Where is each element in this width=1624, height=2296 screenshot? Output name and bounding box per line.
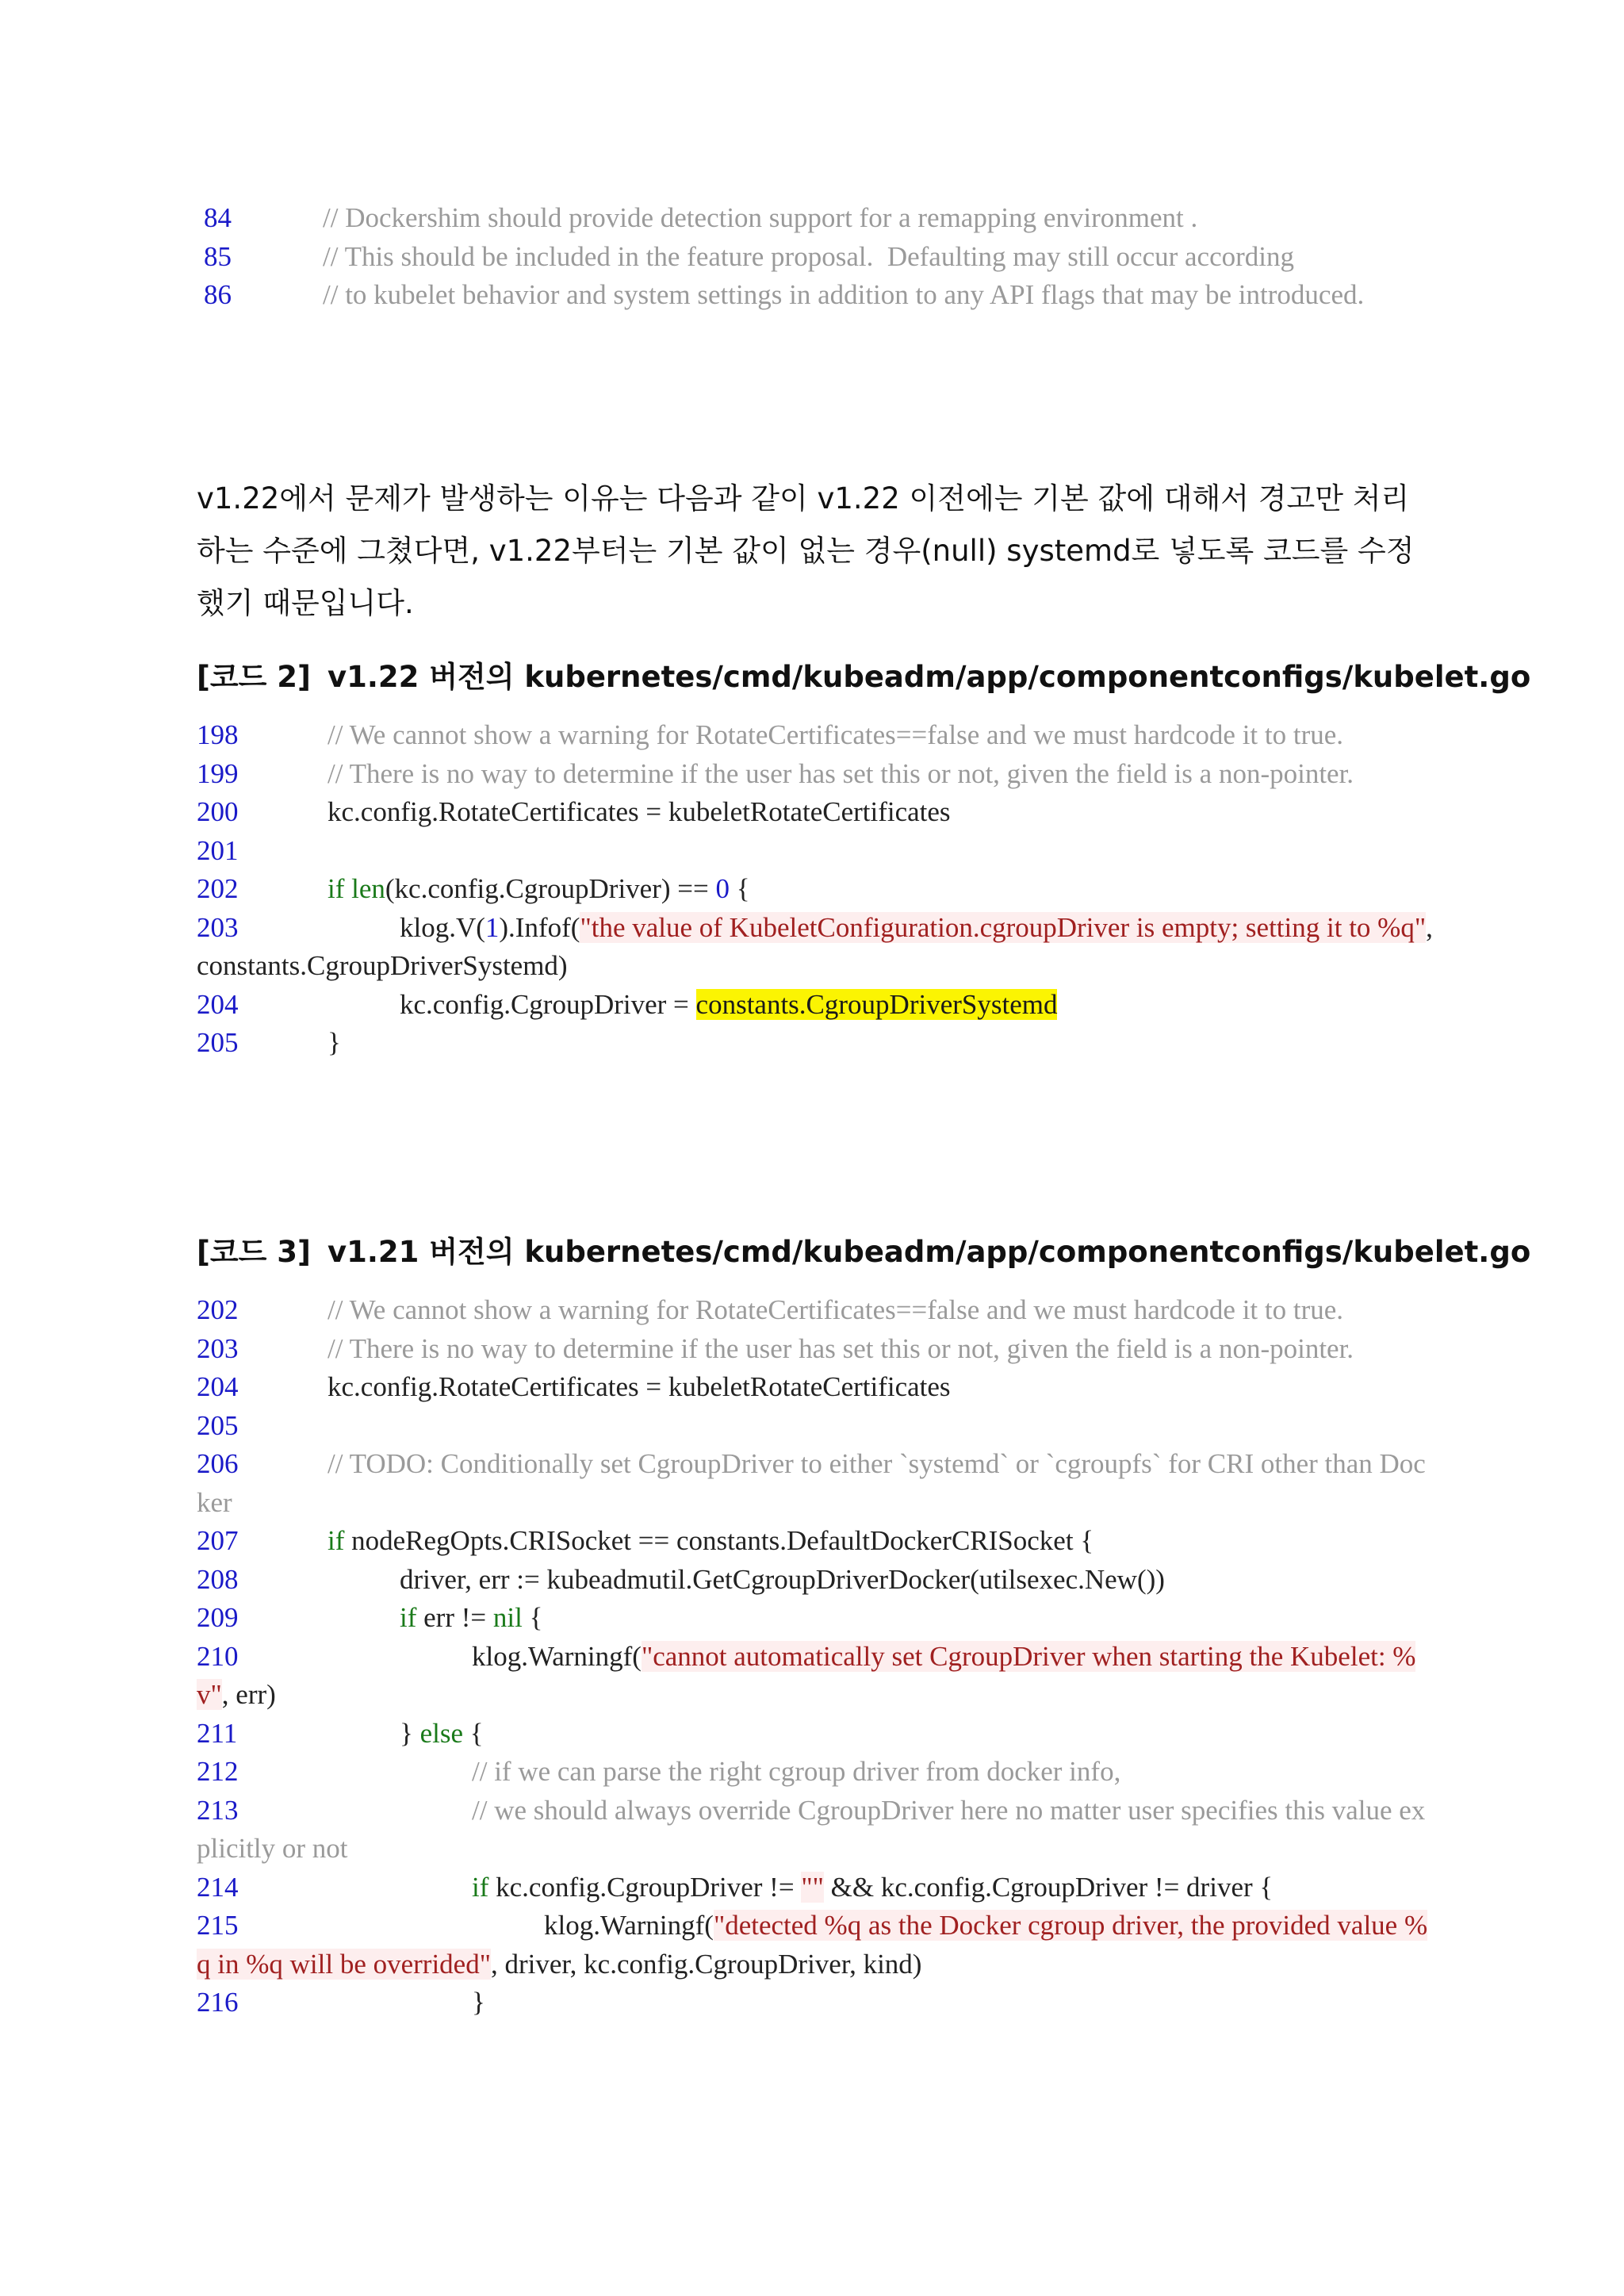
code-text: ).Infof( <box>499 911 580 943</box>
line-number: 207 <box>197 1525 239 1556</box>
code-text: kc.config.RotateCertificates = kubeletRotateCertificates <box>327 796 951 827</box>
code-comment: // we should always override CgroupDriver here no matter user specifies this value explicitly or not <box>197 1794 1426 1864</box>
code-text: kc.config.CgroupDriver != <box>488 1871 802 1903</box>
line-number: 205 <box>197 1027 239 1058</box>
line-number: 198 <box>197 719 239 750</box>
line-number: 210 <box>197 1640 239 1672</box>
code-line <box>197 1368 1434 1407</box>
code-line <box>197 1792 1434 1869</box>
code-keyword: if <box>472 1871 489 1903</box>
line-number: 201 <box>197 834 239 866</box>
line-number: 86 <box>204 279 232 310</box>
code-text: kc.config.CgroupDriver = <box>400 988 696 1020</box>
code-line <box>197 1907 1434 1984</box>
code-line <box>197 1407 1434 1446</box>
explanation-paragraph: v1.22에서 문제가 발생하는 이유는 다음과 같이 v1.22 이전에는 기본 값에 대해서 경고만 처리하는 수준에 그쳤다면, v1.22부터는 기본 값이 없는 경우(null) systemd로 넣도록 코드를 수정했기 때문입니다. <box>197 481 1415 620</box>
code-line <box>197 832 1434 871</box>
line-number: 214 <box>197 1871 239 1903</box>
line-number: 204 <box>197 988 239 1020</box>
line-number: 213 <box>197 1794 239 1826</box>
code-line <box>197 716 1434 755</box>
code-string: "cannot automatically set CgroupDriver when starting the Kubelet: %v" <box>197 1640 1416 1710</box>
code-line <box>197 1715 1434 1754</box>
line-number: 202 <box>197 1294 239 1325</box>
line-number: 206 <box>197 1448 239 1479</box>
line-number: 208 <box>197 1563 239 1595</box>
highlighted-code: constants.CgroupDriverSystemd <box>695 988 1058 1020</box>
code-comment: // This should be included in the feature proposal. Defaulting may still occur according <box>323 240 1294 272</box>
line-number: 211 <box>197 1717 238 1749</box>
code-block-dockershim <box>197 199 1434 315</box>
code-keyword: len <box>351 873 385 904</box>
code-line <box>197 793 1434 832</box>
code-text: err != <box>416 1602 493 1633</box>
code-text: klog.Warningf( <box>544 1910 714 1941</box>
line-number: 205 <box>197 1409 239 1441</box>
code-keyword: if <box>400 1602 417 1633</box>
code-line <box>197 1291 1434 1330</box>
code-text: && kc.config.CgroupDriver != driver { <box>823 1871 1274 1903</box>
code-text: , constants.CgroupDriverSystemd) <box>197 911 1440 981</box>
code-comment: // if we can parse the right cgroup driver from docker info, <box>472 1756 1121 1787</box>
line-number: 203 <box>197 911 239 943</box>
code-text: kc.config.RotateCertificates = kubeletRotateCertificates <box>327 1371 951 1402</box>
code3-title: v1.21 버전의 kubernetes/cmd/kubeadm/app/componentconfigs/kubelet.go <box>327 1235 1531 1269</box>
code-comment: // We cannot show a warning for RotateCertificates==false and we must hardcode it to true. <box>327 719 1344 750</box>
code2-tag: [코드 2] <box>197 660 311 694</box>
code-line <box>197 1561 1434 1600</box>
code-comment: // to kubelet behavior and system settings in addition to any API flags that may be introduced. <box>323 279 1365 310</box>
line-number: 199 <box>197 757 239 789</box>
code-string: "detected %q as the Docker cgroup driver, the provided value %q in %q will be overrided" <box>197 1910 1428 1980</box>
code-line <box>197 870 1434 909</box>
code-text: nodeRegOpts.CRISocket == constants.DefaultDockerCRISocket { <box>344 1525 1094 1556</box>
code-text: } <box>327 1027 341 1058</box>
code-line <box>197 1869 1434 1907</box>
code-number: 1 <box>485 911 500 943</box>
line-number: 85 <box>204 240 232 272</box>
code-line <box>197 1330 1434 1369</box>
code-line <box>197 755 1434 794</box>
code3-tag: [코드 3] <box>197 1235 311 1269</box>
code2-title: v1.22 버전의 kubernetes/cmd/kubeadm/app/componentconfigs/kubelet.go <box>327 660 1531 694</box>
code3-heading <box>197 1228 1531 1271</box>
code-line <box>197 1753 1434 1792</box>
code-keyword: if <box>327 1525 345 1556</box>
code-text: klog.Warningf( <box>472 1640 642 1672</box>
code-text: { <box>522 1602 543 1633</box>
code-line <box>197 1024 1434 1063</box>
code-number: 0 <box>715 873 730 904</box>
line-number: 216 <box>197 1987 239 2018</box>
code-text: { <box>730 873 750 904</box>
code-line <box>197 1599 1434 1638</box>
line-number: 215 <box>197 1910 239 1941</box>
code-line <box>197 909 1440 986</box>
code-block-v122 <box>197 716 1440 1063</box>
code-text: , driver, kc.config.CgroupDriver, kind) <box>491 1948 922 1980</box>
code-text: (kc.config.CgroupDriver) == <box>385 873 716 904</box>
code-string: "" <box>801 1871 824 1903</box>
code-comment: // We cannot show a warning for RotateCertificates==false and we must hardcode it to true. <box>327 1294 1344 1325</box>
code-line <box>197 199 1434 238</box>
line-number: 204 <box>197 1371 239 1402</box>
code-keyword: nil <box>492 1602 523 1633</box>
code-line <box>197 1445 1434 1522</box>
code-text: } <box>472 1987 485 2018</box>
line-number: 203 <box>197 1332 239 1364</box>
code-text: , err) <box>221 1679 276 1710</box>
line-number: 200 <box>197 796 239 827</box>
line-number: 212 <box>197 1756 239 1787</box>
line-number: 84 <box>204 202 232 233</box>
code-line <box>197 1522 1434 1561</box>
code-comment: // TODO: Conditionally set CgroupDriver to either `systemd` or `cgroupfs` for CRI other than Docker <box>197 1448 1426 1518</box>
code-line <box>197 1638 1434 1715</box>
line-number: 202 <box>197 873 239 904</box>
code-text <box>344 873 351 904</box>
code-line <box>197 276 1434 315</box>
code-string: "the value of KubeletConfiguration.cgroupDriver is empty; setting it to %q" <box>580 911 1427 943</box>
line-number: 209 <box>197 1602 239 1633</box>
code-text: driver, err := kubeadmutil.GetCgroupDriverDocker(utilsexec.New()) <box>400 1563 1165 1595</box>
code-block-v121 <box>197 1291 1434 2022</box>
code2-heading <box>197 653 1531 696</box>
code-line <box>197 1984 1434 2022</box>
code-line <box>197 238 1434 277</box>
code-text: { <box>462 1717 484 1749</box>
code-comment: // Dockershim should provide detection support for a remapping environment . <box>323 202 1198 233</box>
code-keyword: if <box>327 873 345 904</box>
code-keyword: else <box>419 1717 463 1749</box>
code-text: klog.V( <box>400 911 485 943</box>
code-line <box>197 986 1434 1025</box>
code-comment: // There is no way to determine if the user has set this or not, given the field is a non-pointer. <box>327 757 1354 789</box>
code-comment: // There is no way to determine if the user has set this or not, given the field is a non-pointer. <box>327 1332 1354 1364</box>
code-text: } <box>400 1717 420 1749</box>
